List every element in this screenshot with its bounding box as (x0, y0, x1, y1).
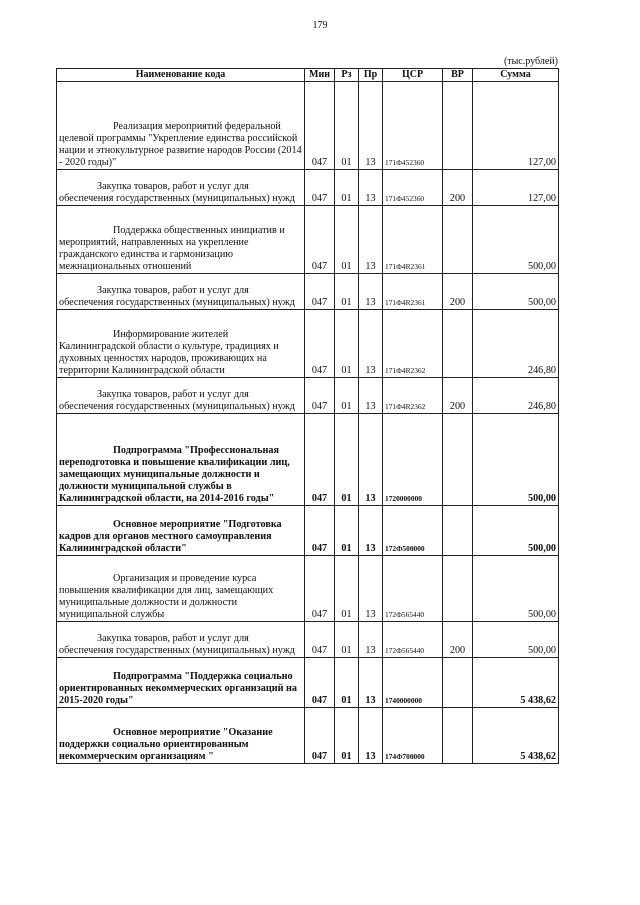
cell-sum: 500,00 (473, 206, 559, 274)
cell-pr: 13 (359, 206, 383, 274)
cell-name: Закупка товаров, работ и услуг для обеспечения государственных (муниципальных) нужд (57, 378, 305, 414)
units-label: (тыс.рублей) (503, 56, 558, 67)
cell-min: 047 (305, 274, 335, 310)
cell-min: 047 (305, 506, 335, 556)
cell-name: Подпрограмма "Профессиональная переподготовка и повышение квалификации лиц, замещающих муниципальные должности и должности муниципальной службы в Калининградской области, на 2014-2016 годы" (57, 414, 305, 506)
table-row (57, 170, 559, 206)
table-row (57, 82, 559, 170)
cell-pr: 13 (359, 274, 383, 310)
table-row (57, 310, 559, 378)
cell-sum: 500,00 (473, 274, 559, 310)
cell-rz: 01 (335, 506, 359, 556)
cell-name: Организация и проведение курса повышения квалификации для лиц, замещающих муниципальные должности и должности муниципальной службы (57, 556, 305, 622)
cell-sum: 5 438,62 (473, 658, 559, 708)
cell-sum: 500,00 (473, 556, 559, 622)
table-row (57, 658, 559, 708)
cell-vr: 200 (443, 622, 473, 658)
cell-min: 047 (305, 82, 335, 170)
column-header-csr: ЦСР (383, 69, 443, 82)
cell-vr (443, 414, 473, 506)
table-row (57, 622, 559, 658)
cell-sum: 127,00 (473, 82, 559, 170)
cell-sum: 246,80 (473, 310, 559, 378)
table-body (57, 82, 559, 764)
cell-pr: 13 (359, 170, 383, 206)
column-header-name: Наименование кода (57, 69, 305, 82)
table-row (57, 556, 559, 622)
cell-name: Подпрограмма "Поддержка социально ориентированных некоммерческих организаций на 2015-2020 годы" (57, 658, 305, 708)
cell-rz: 01 (335, 170, 359, 206)
cell-pr: 13 (359, 658, 383, 708)
cell-name: Реализация мероприятий федеральной целевой программы "Укрепление единства российской нации и этнокультурное развитие народов России (2014 - 2020 годы)" (57, 82, 305, 170)
cell-pr: 13 (359, 556, 383, 622)
cell-pr: 13 (359, 708, 383, 764)
cell-csr: 171Ф452360 (383, 170, 443, 206)
cell-rz: 01 (335, 206, 359, 274)
cell-vr (443, 310, 473, 378)
cell-name: Закупка товаров, работ и услуг для обеспечения государственных (муниципальных) нужд (57, 622, 305, 658)
cell-csr: 1720000000 (383, 414, 443, 506)
cell-sum: 5 438,62 (473, 708, 559, 764)
cell-name: Поддержка общественных инициатив и мероприятий, направленных на укрепление гражданского единства и гармонизацию межнациональных отношений (57, 206, 305, 274)
cell-sum: 500,00 (473, 414, 559, 506)
cell-min: 047 (305, 378, 335, 414)
cell-sum: 246,80 (473, 378, 559, 414)
cell-rz: 01 (335, 556, 359, 622)
cell-csr: 171Ф4R2361 (383, 206, 443, 274)
column-header-vr: ВР (443, 69, 473, 82)
cell-rz: 01 (335, 310, 359, 378)
cell-min: 047 (305, 310, 335, 378)
cell-vr: 200 (443, 378, 473, 414)
table-row (57, 414, 559, 506)
cell-rz: 01 (335, 708, 359, 764)
cell-rz: 01 (335, 82, 359, 170)
cell-vr (443, 206, 473, 274)
cell-pr: 13 (359, 506, 383, 556)
cell-rz: 01 (335, 378, 359, 414)
cell-pr: 13 (359, 414, 383, 506)
cell-csr: 171Ф4R2361 (383, 274, 443, 310)
cell-pr: 13 (359, 378, 383, 414)
table-row (57, 274, 559, 310)
cell-pr: 13 (359, 622, 383, 658)
cell-csr: 174Ф700000 (383, 708, 443, 764)
cell-pr: 13 (359, 82, 383, 170)
cell-name: Основное мероприятие "Оказание поддержки социально ориентированным некоммерческим организациям " (57, 708, 305, 764)
column-header-sum: Сумма (473, 69, 559, 82)
column-header-pr: Пр (359, 69, 383, 82)
cell-csr: 171Ф4R2362 (383, 310, 443, 378)
cell-csr: 172Ф565440 (383, 622, 443, 658)
cell-min: 047 (305, 206, 335, 274)
cell-rz: 01 (335, 274, 359, 310)
cell-vr: 200 (443, 274, 473, 310)
cell-vr (443, 556, 473, 622)
table-header-row (57, 69, 559, 82)
cell-sum: 500,00 (473, 622, 559, 658)
cell-vr: 200 (443, 170, 473, 206)
cell-min: 047 (305, 556, 335, 622)
cell-vr (443, 708, 473, 764)
cell-name: Основное мероприятие "Подготовка кадров для органов местного самоуправления Калининградской области" (57, 506, 305, 556)
cell-vr (443, 506, 473, 556)
cell-rz: 01 (335, 622, 359, 658)
cell-pr: 13 (359, 310, 383, 378)
cell-vr (443, 82, 473, 170)
table-row (57, 378, 559, 414)
cell-min: 047 (305, 414, 335, 506)
cell-min: 047 (305, 708, 335, 764)
cell-min: 047 (305, 658, 335, 708)
table-row (57, 206, 559, 274)
cell-min: 047 (305, 170, 335, 206)
column-header-min: Мин (305, 69, 335, 82)
budget-table (56, 68, 559, 764)
table-row (57, 708, 559, 764)
cell-sum: 127,00 (473, 170, 559, 206)
cell-vr (443, 658, 473, 708)
cell-rz: 01 (335, 658, 359, 708)
cell-csr: 171Ф4R2362 (383, 378, 443, 414)
cell-name: Закупка товаров, работ и услуг для обеспечения государственных (муниципальных) нужд (57, 274, 305, 310)
cell-csr: 172Ф500000 (383, 506, 443, 556)
cell-min: 047 (305, 622, 335, 658)
cell-rz: 01 (335, 414, 359, 506)
table-row (57, 506, 559, 556)
cell-csr: 171Ф452360 (383, 82, 443, 170)
cell-sum: 500,00 (473, 506, 559, 556)
page-number: 179 (312, 20, 328, 31)
column-header-rz: Рз (335, 69, 359, 82)
cell-name: Закупка товаров, работ и услуг для обеспечения государственных (муниципальных) нужд (57, 170, 305, 206)
cell-csr: 1740000000 (383, 658, 443, 708)
cell-name: Информирование жителей Калининградской области о культуре, традициях и духовных ценностях народов, проживающих на территории Калининградской области (57, 310, 305, 378)
cell-csr: 172Ф565440 (383, 556, 443, 622)
